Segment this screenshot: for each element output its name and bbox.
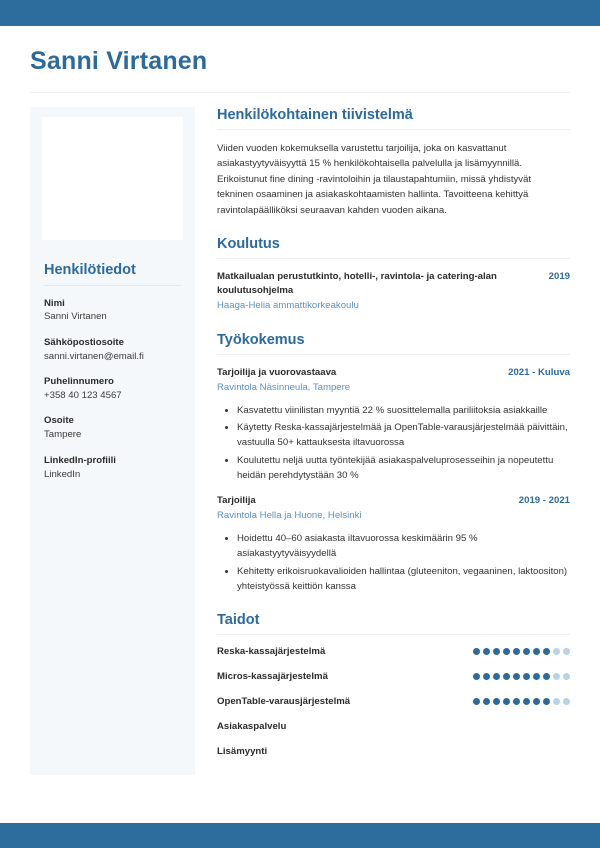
rating-dot-filled bbox=[483, 673, 490, 680]
skill-name: OpenTable-varausjärjestelmä bbox=[217, 696, 351, 708]
skill-row bbox=[217, 671, 570, 682]
contact-item-address bbox=[44, 414, 181, 442]
entry-header-row bbox=[217, 270, 570, 298]
rating-dot-filled bbox=[533, 698, 540, 705]
section-divider bbox=[217, 634, 570, 635]
rating-dot-filled bbox=[513, 698, 520, 705]
rating-dot-filled bbox=[523, 648, 530, 655]
rating-dot-filled bbox=[513, 673, 520, 680]
contact-label: Osoite bbox=[44, 415, 74, 427]
rating-dot-filled bbox=[533, 648, 540, 655]
section-divider bbox=[217, 354, 570, 355]
main-column bbox=[195, 107, 570, 776]
section-divider bbox=[217, 129, 570, 130]
experience-date: 2021 - Kuluva bbox=[508, 366, 570, 378]
contact-value: sanni.virtanen@email.fi bbox=[44, 350, 144, 362]
section-experience bbox=[217, 332, 570, 595]
skill-name: Lisämyynti bbox=[217, 746, 268, 758]
section-heading-education: Koulutus bbox=[217, 236, 280, 253]
rating-dot-filled bbox=[493, 698, 500, 705]
contact-item-email bbox=[44, 336, 181, 364]
bullet-item: • Koulutettu neljä uutta työntekijää asiakaspalveluprosesseihin ja nopeutettu heidän perehdytystään 30 % bbox=[237, 453, 570, 484]
sidebar bbox=[30, 107, 195, 775]
sidebar-heading-personal-details: Henkilötiedot bbox=[44, 261, 136, 278]
skill-name: Micros-kassajärjestelmä bbox=[217, 671, 328, 683]
rating-dot-filled bbox=[533, 673, 540, 680]
rating-dot-filled bbox=[543, 698, 550, 705]
skill-row bbox=[217, 746, 570, 757]
resume-content bbox=[0, 26, 600, 823]
rating-dot-filled bbox=[503, 698, 510, 705]
experience-title: Tarjoilija ja vuorovastaava bbox=[217, 366, 337, 378]
skill-row bbox=[217, 696, 570, 707]
rating-dot-filled bbox=[543, 648, 550, 655]
rating-dot-filled bbox=[543, 673, 550, 680]
rating-dot-empty bbox=[563, 673, 570, 680]
experience-date: 2019 - 2021 bbox=[518, 495, 570, 507]
contact-value-linkedin[interactable]: LinkedIn bbox=[44, 468, 81, 480]
section-heading-summary: Henkilökohtainen tiivistelmä bbox=[217, 106, 413, 123]
entry-header-row bbox=[217, 366, 570, 380]
contact-item-name bbox=[44, 297, 181, 325]
rating-dot-filled bbox=[493, 673, 500, 680]
resume-header bbox=[0, 26, 600, 93]
experience-bullets bbox=[217, 531, 570, 594]
rating-dot-filled bbox=[473, 673, 480, 680]
contact-label: Puhelinnumero bbox=[44, 376, 114, 388]
skill-rating bbox=[473, 648, 570, 655]
bottom-accent-bar bbox=[0, 823, 600, 848]
rating-dot-filled bbox=[513, 648, 520, 655]
contact-value: Sanni Virtanen bbox=[44, 311, 107, 323]
contact-item-phone bbox=[44, 375, 181, 403]
rating-dot-filled bbox=[523, 698, 530, 705]
skills-list bbox=[217, 646, 570, 757]
experience-bullets bbox=[217, 403, 570, 484]
rating-dot-empty bbox=[563, 648, 570, 655]
bullet-item: • Hoidettu 40–60 asiakasta iltavuorossa keskimäärin 95 % asiakastyytyväisyydellä bbox=[237, 531, 570, 562]
section-education bbox=[217, 236, 570, 314]
section-summary bbox=[217, 107, 570, 219]
contact-item-linkedin bbox=[44, 454, 181, 482]
rating-dot-filled bbox=[503, 648, 510, 655]
contact-label: LinkedIn-profiili bbox=[44, 454, 116, 466]
bullet-item: • Kehitetty erikoisruokavalioiden hallintaa (gluteeniton, vegaaninen, laktoositon) yhteistyössä keittiön kanssa bbox=[237, 564, 570, 595]
resume-columns bbox=[0, 107, 600, 776]
profile-photo-placeholder bbox=[42, 117, 183, 240]
skill-row bbox=[217, 721, 570, 732]
skill-name: Reska-kassajärjestelmä bbox=[217, 646, 326, 658]
contact-label: Sähköpostiosoite bbox=[44, 336, 124, 348]
experience-organization: Ravintola Näsinneula, Tampere bbox=[217, 381, 351, 393]
rating-dot-filled bbox=[483, 648, 490, 655]
rating-dot-filled bbox=[493, 648, 500, 655]
experience-entry bbox=[217, 494, 570, 594]
entry-header-row bbox=[217, 494, 570, 508]
experience-organization: Ravintola Hella ja Huone, Helsinki bbox=[217, 510, 362, 522]
contact-value: +358 40 123 4567 bbox=[44, 390, 122, 401]
rating-dot-filled bbox=[483, 698, 490, 705]
bullet-item: • Kasvatettu viinilistan myyntiä 22 % suosittelemalla pariliitoksia asiakkaille bbox=[237, 403, 570, 418]
education-entry bbox=[217, 270, 570, 314]
rating-dot-empty bbox=[563, 698, 570, 705]
section-skills bbox=[217, 612, 570, 757]
top-accent-bar bbox=[0, 0, 600, 26]
header-divider bbox=[30, 92, 570, 93]
contact-value: Tampere bbox=[44, 429, 82, 441]
rating-dot-filled bbox=[523, 673, 530, 680]
experience-title: Tarjoilija bbox=[217, 495, 256, 507]
sidebar-heading-divider bbox=[44, 285, 181, 286]
section-heading-experience: Työkokemus bbox=[217, 331, 305, 348]
rating-dot-filled bbox=[473, 698, 480, 705]
section-heading-skills: Taidot bbox=[217, 612, 260, 629]
rating-dot-filled bbox=[503, 673, 510, 680]
rating-dot-empty bbox=[553, 673, 560, 680]
bullet-item: • Käytetty Reska-kassajärjestelmää ja OpenTable-varausjärjestelmää päivittäin, vastuulla 50+ kattauksesta iltavuorossa bbox=[237, 420, 570, 451]
contact-label: Nimi bbox=[44, 297, 65, 309]
experience-entry bbox=[217, 366, 570, 483]
skill-name: Asiakaspalvelu bbox=[217, 721, 287, 733]
rating-dot-empty bbox=[553, 648, 560, 655]
rating-dot-filled bbox=[473, 648, 480, 655]
education-date: 2019 bbox=[548, 271, 570, 283]
section-divider bbox=[217, 258, 570, 259]
skill-rating bbox=[473, 698, 570, 705]
rating-dot-empty bbox=[553, 698, 560, 705]
summary-text: Viiden vuoden kokemuksella varustettu tarjoilija, joka on kasvattanut asiakastyytyväisyyttä 15 % henkilökohtaisella palvelulla ja lisämyynnillä. Erikoistunut fine dining -ravintoloihin ja tilaustapahtumiin, missä yhdistyvät tekninen osaaminen ja asiakaskohtaamisten hallinta. Tavoitteena kehittyä ravintolapäälliköksi seuraavan kahden vuoden aikana. bbox=[217, 142, 532, 216]
skill-rating bbox=[473, 673, 570, 680]
education-organization: Haaga-Helia ammattikorkeakoulu bbox=[217, 299, 359, 311]
page-title: Sanni Virtanen bbox=[30, 47, 208, 75]
skill-row bbox=[217, 646, 570, 657]
education-title: Matkailualan perustutkinto, hotelli-, ravintola- ja catering-alan koulutusohjelma bbox=[217, 271, 497, 297]
